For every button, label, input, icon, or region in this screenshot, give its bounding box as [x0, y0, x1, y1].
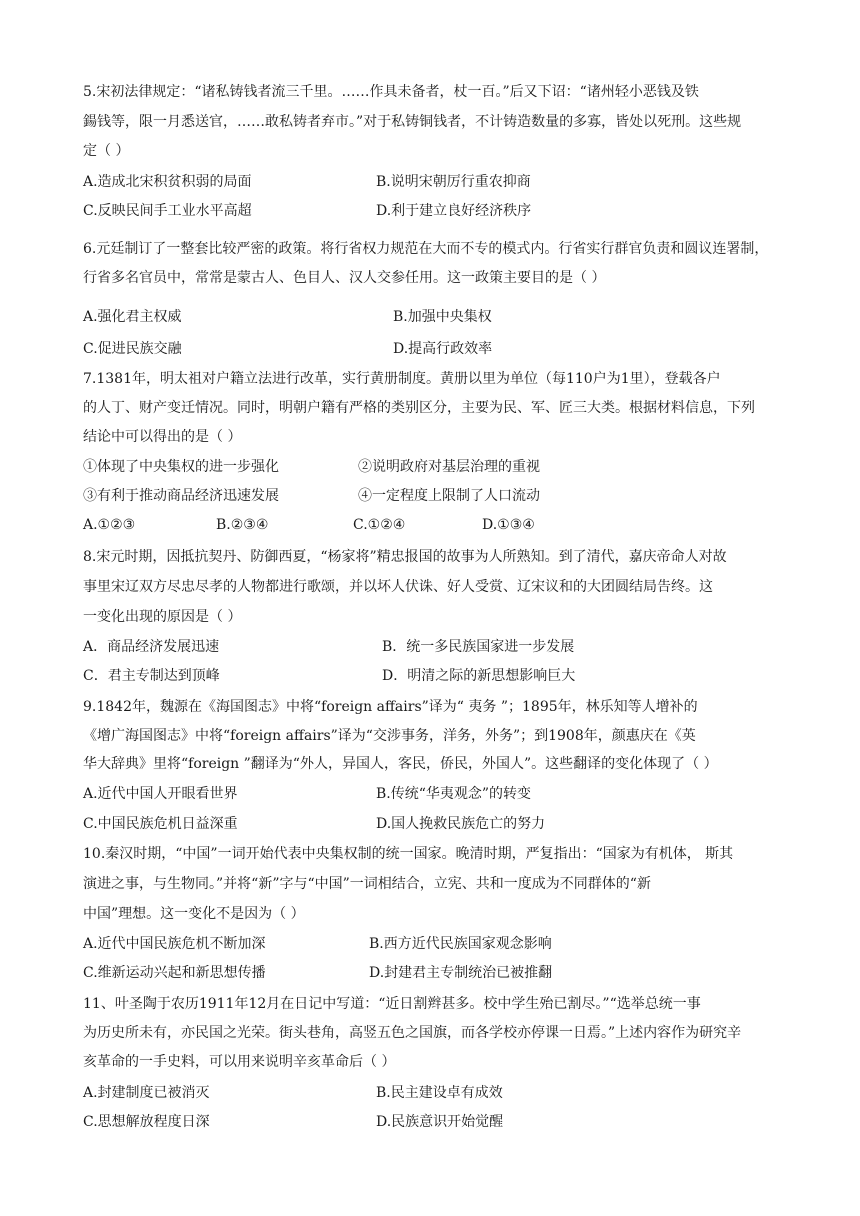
question-11-option-a[interactable]: A.封建制度已被消灭: [83, 1085, 210, 1101]
question-7-option-a[interactable]: A.①②③: [83, 517, 136, 533]
question-8-option-d[interactable]: D．明清之际的新思想影响巨大: [382, 668, 576, 684]
question-8-option-c[interactable]: C．君主专制达到顶峰: [83, 668, 220, 684]
question-6-option-d[interactable]: D.提高行政效率: [393, 341, 493, 357]
question-8-text: 事里宋辽双方尽忠尽孝的人物都进行歌颂，并以坏人伏诛、好人受赏、辽宋议和的大团圆结局告终。这: [83, 579, 713, 595]
question-7-text: 结论中可以得出的是（ ）: [83, 429, 242, 445]
question-7-statement-1: ①体现了中央集权的进一步强化: [83, 459, 279, 475]
question-8-text: 一变化出现的原因是（ ）: [83, 609, 242, 625]
question-5-option-c[interactable]: C.反映民间手工业水平高超: [83, 203, 252, 219]
question-6-option-a[interactable]: A.强化君主权威: [83, 309, 182, 325]
question-8-option-a[interactable]: A．商品经济发展迅速: [83, 639, 220, 655]
question-5-text: 定（ ）: [83, 143, 130, 159]
question-6-option-c[interactable]: C.促进民族交融: [83, 341, 182, 357]
question-10-text: 10.秦汉时期，“中国”一词开始代表中央集权制的统一国家。晚清时期，严复指出：“国家为有机体， 斯其: [83, 846, 734, 862]
question-6-option-b[interactable]: B.加强中央集权: [393, 309, 492, 325]
question-5-option-b[interactable]: B.说明宋朝厉行重农抑商: [376, 174, 531, 190]
question-9-option-a[interactable]: A.近代中国人开眼看世界: [83, 786, 238, 802]
question-7-text: 7.1381年，明太祖对户籍立法进行改革，实行黄册制度。黄册以里为单位（每110户为1里），登载各户: [83, 371, 721, 387]
question-5-text: 鍚钱等，限一月悉送官，……敢私铸者弃市。”对于私铸铜钱者，不计铸造数量的多寡，皆处以死刑。这些规: [83, 114, 742, 130]
question-11-text: 11、叶圣陶于农历1911年12月在日记中写道：“近日割辫甚多。校中学生殆已割尽。”“选举总统一事: [83, 996, 701, 1012]
question-9-option-d[interactable]: D.国人挽救民族危亡的努力: [376, 816, 546, 832]
question-11-option-d[interactable]: D.民族意识开始觉醒: [376, 1114, 504, 1130]
question-10-option-c[interactable]: C.维新运动兴起和新思想传播: [83, 965, 266, 981]
question-5-option-d[interactable]: D.利于建立良好经济秩序: [376, 203, 532, 219]
question-9-text: 9.1842年，魏源在《海国图志》中将“foreign affairs”译为“ 夷务 ”；1895年，林乐知等人增补的: [83, 699, 698, 715]
question-7-statement-3: ③有利于推动商品经济迅速发展: [83, 488, 279, 504]
question-10-option-d[interactable]: D.封建君主专制统治已被推翻: [369, 965, 553, 981]
question-7-statement-2: ②说明政府对基层治理的重视: [358, 459, 540, 475]
question-6-text: 6.元廷制订了一整套比较严密的政策。将行省权力规范在大而不专的模式内。行省实行群官负责和圆议连署制，: [83, 241, 769, 257]
question-8-option-b[interactable]: B．统一多民族国家进一步发展: [382, 639, 575, 655]
question-9-option-b[interactable]: B.传统“华夷观念”的转变: [376, 786, 532, 802]
question-6-text: 行省多名官员中，常常是蒙古人、色目人、汉人交参任用。这一政策主要目的是（ ）: [83, 270, 606, 286]
question-9-text: 《增广海国图志》中将“foreign affairs”译为“交涉事务，洋务，外务”；到1908年，颜惠庆在《英: [83, 728, 696, 744]
question-7-statement-4: ④一定程度上限制了人口流动: [358, 488, 540, 504]
question-10-text: 演进之事，与生物同。”并将“新”字与“中国”一词相结合，立宪、共和一度成为不同群体的“新: [83, 876, 651, 892]
question-11-text: 为历史所未有，亦民国之光荣。街头巷角，高竖五色之国旗，而各学校亦停课一日焉。”上述内容作为研究辛: [83, 1025, 742, 1041]
question-7-option-c[interactable]: C.①②④: [353, 517, 406, 533]
question-5-option-a[interactable]: A.造成北宋积贫积弱的局面: [83, 174, 252, 190]
question-9-option-c[interactable]: C.中国民族危机日益深重: [83, 816, 238, 832]
question-8-text: 8.宋元时期，因抵抗契丹、防御西夏，“杨家将”精忠报国的故事为人所熟知。到了清代，嘉庆帝命人对故: [83, 549, 727, 565]
question-11-option-b[interactable]: B.民主建设卓有成效: [376, 1085, 503, 1101]
question-5-text: 5.宋初法律规定：“诸私铸钱者流三千里。……作具未备者，杖一百。”后又下诏：“诸州轻小恶钱及铁: [83, 84, 699, 100]
question-10-option-a[interactable]: A.近代中国民族危机不断加深: [83, 936, 266, 952]
question-7-option-b[interactable]: B.②③④: [216, 517, 269, 533]
question-10-option-b[interactable]: B.西方近代民族国家观念影响: [369, 936, 552, 952]
question-11-option-c[interactable]: C.思想解放程度日深: [83, 1114, 210, 1130]
question-7-text: 的人丁、财产变迁情况。同时，明朝户籍有严格的类别区分，主要为民、军、匠三大类。根据材料信息，下列: [83, 400, 755, 416]
question-10-text: 中国”理想。这一变化不是因为（ ）: [83, 906, 305, 922]
question-11-text: 亥革命的一手史料，可以用来说明辛亥革命后（ ）: [83, 1054, 396, 1070]
question-9-text: 华大辞典》里将“foreign ”翻译为“外人，异国人，客民，侨民，外国人”。这些翻译的变化体现了（ ）: [83, 756, 718, 772]
question-7-option-d[interactable]: D.①③④: [482, 517, 535, 533]
